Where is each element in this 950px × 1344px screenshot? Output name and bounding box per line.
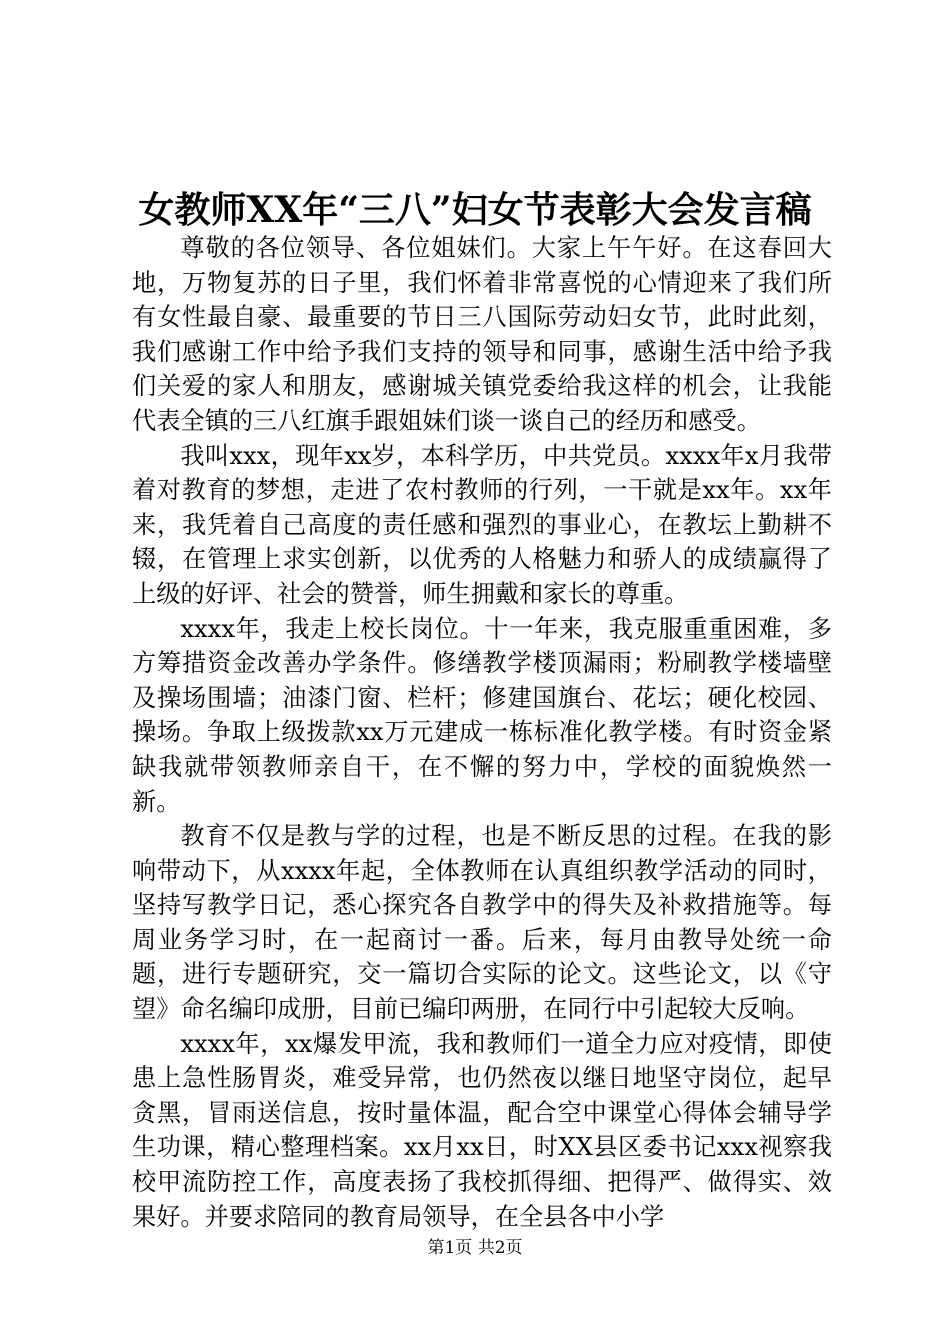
paragraph-1: 尊敬的各位领导、各位姐妹们。大家上午午好。在这春回大地，万物复苏的日子里，我们怀着非常喜悦的心情迎来了我们所有女性最自豪、最重要的节日三八国际劳动妇女节，此时此刻，我们感谢工作中给予我们支持的领导和同事，感谢生活中给予我们关爱的家人和朋友，感谢城关镇党委给我这样的机会，让我能代表全镇的三八红旗手跟姐妹们谈一谈自己的经历和感受。 (132, 234, 832, 435)
paragraph-5: xxxx年，xx爆发甲流，我和教师们一道全力应对疫情，即使患上急性肠胃炎，难受异常，也仍然夜以继日地坚守岗位，起早贪黑，冒雨送信息，按时量体温，配合空中课堂心得体会辅导学生功课，精心整理档案。xx月xx日，时XX县区委书记xxx视察我校甲流防控工作，高度表扬了我校抓得细、把得严、做得实、效果好。并要求陪同的教育局领导，在全县各中小学 (132, 1029, 832, 1231)
paragraph-4: 教育不仅是教与学的过程，也是不断反思的过程。在我的影响带动下，从xxxx年起，全体教师在认真组织教学活动的同时，坚持写教学日记，悉心探究各自教学中的得失及补救措施等。每周业务学习时，在一起商讨一番。后来，每月由教导处统一命题，进行专题研究，交一篇切合实际的论文。这些论文，以《守望》命名编印成册，目前已编印两册，在同行中引起较大反响。 (132, 822, 832, 1024)
paragraph-2: 我叫xxx，现年xx岁，本科学历，中共党员。xxxx年x月我带着对教育的梦想，走进了农村教师的行列，一干就是xx年。xx年来，我凭着自己高度的责任感和强烈的事业心，在教坛上勤耕不辍，在管理上求实创新，以优秀的人格魅力和骄人的成绩赢得了上级的好评、社会的赞誉，师生拥戴和家长的尊重。 (132, 441, 832, 608)
page-number-footer: 第1页 共2页 (427, 1238, 523, 1258)
document-title: 女教师XX年“三八”妇女节表彰大会发言稿 (138, 189, 812, 231)
document-body (132, 231, 832, 1234)
paragraph-3: xxxx年，我走上校长岗位。十一年来，我克服重重困难，多方筹措资金改善办学条件。修缮教学楼顶漏雨；粉刷教学楼墙壁及操场围墙；油漆门窗、栏杆；修建国旗台、花坛；硬化校园、操场。争取上级拨款xx万元建成一栋标准化教学楼。有时资金紧缺我就带领教师亲自干，在不懈的努力中，学校的面貌焕然一新。 (132, 614, 832, 816)
